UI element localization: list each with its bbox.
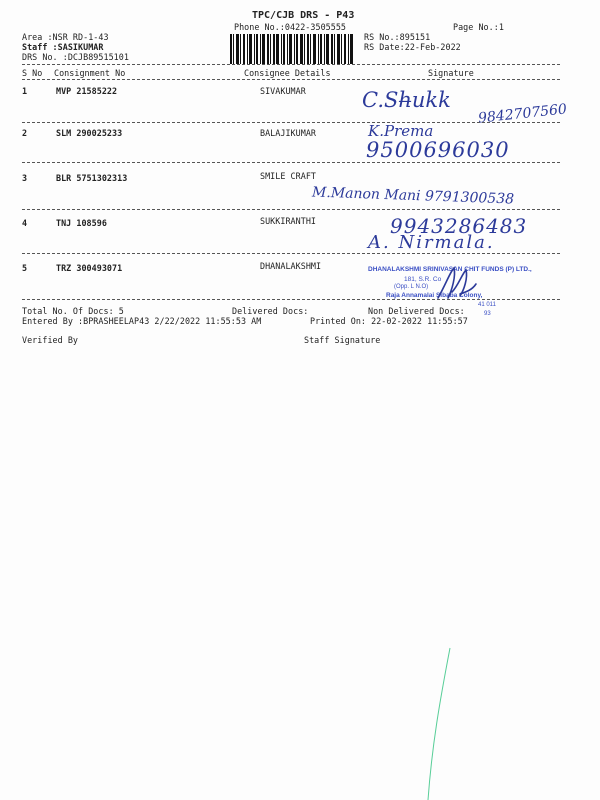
- row-2-consignee: BALAJIKUMAR: [260, 128, 317, 138]
- total-docs: Total No. Of Docs: 5: [22, 306, 124, 316]
- non-delivered-docs: Non Delivered Docs:: [368, 306, 465, 316]
- entered-by: Entered By :BPRASHEELAP43 2/22/2022 11:55:53 AM: [22, 316, 262, 326]
- row-2-sno: 2: [22, 128, 28, 138]
- area-label: Area :NSR RD-1-43: [22, 32, 109, 42]
- delivered-docs: Delivered Docs:: [232, 306, 309, 316]
- row-5-consignment: TRZ 300493071: [56, 263, 123, 273]
- stamp-line-5: 41 011: [478, 302, 496, 308]
- row-1-signature: C.Sh̶ukk: [362, 88, 451, 112]
- col-header-signature: Signature: [428, 68, 474, 78]
- row-3-handwritten-entry: M.Manon Mani 9791300538: [311, 184, 515, 208]
- row-4-signature: A. Nirmala.: [368, 232, 495, 253]
- row-3-consignee: SMILE CRAFT: [260, 171, 317, 181]
- staff-signature-label: Staff Signature: [304, 335, 381, 345]
- row-2-consignment: SLM 290025233: [56, 128, 123, 138]
- printed-on: Printed On: 22-02-2022 11:55:57: [310, 316, 468, 326]
- row-4-consignment: TNJ 108596: [56, 218, 107, 228]
- col-header-consignee: Consignee Details: [244, 68, 331, 78]
- page-number: Page No.:1: [453, 22, 504, 32]
- stamp-line-4: Raja Annamalai Sibaba Colony,: [386, 292, 483, 299]
- row-5-consignee: DHANALAKSHMI: [260, 261, 322, 271]
- document-title: TPC/CJB DRS - P43: [252, 10, 355, 21]
- stamp-line-6: 93: [484, 311, 491, 317]
- stamp-line-1: DHANALAKSHMI SRINIVASAN CHIT FUNDS (P) LTD.,: [368, 266, 532, 273]
- row-4-phone-handwritten: 9943286483: [390, 214, 528, 238]
- row-1-consignment: MVP 21585222: [56, 86, 118, 96]
- row-2-handwritten-name: K.Prema: [368, 122, 434, 140]
- col-header-consignment: Consignment No: [54, 68, 126, 78]
- row-5-sno: 5: [22, 263, 28, 273]
- verified-by-label: Verified By: [22, 335, 79, 345]
- row-4-consignee: SUKKIRANTHI: [260, 216, 317, 226]
- row-1-sno: 1: [22, 86, 28, 96]
- phone-number: Phone No.:0422-3505555: [234, 22, 347, 32]
- col-header-sno: S No: [22, 68, 43, 78]
- rs-number: RS No.:895151: [364, 32, 431, 42]
- row-2-phone-handwritten: 9500696030: [366, 138, 510, 162]
- row-3-consignment: BLR 5751302313: [56, 173, 128, 183]
- drs-number: DRS No. :DCJB89515101: [22, 52, 129, 62]
- row-1-phone-handwritten: 9842707560: [477, 101, 568, 127]
- row-1-consignee: SIVAKUMAR: [260, 86, 306, 96]
- stamp-line-3: (Opp. L N.O): [394, 284, 429, 290]
- row-3-sno: 3: [22, 173, 28, 183]
- staff-label: Staff :SASIKUMAR: [22, 42, 104, 52]
- row-4-sno: 4: [22, 218, 28, 228]
- rs-date: RS Date:22-Feb-2022: [364, 42, 461, 52]
- stamp-line-2: 181, S.R. Co: [404, 276, 442, 283]
